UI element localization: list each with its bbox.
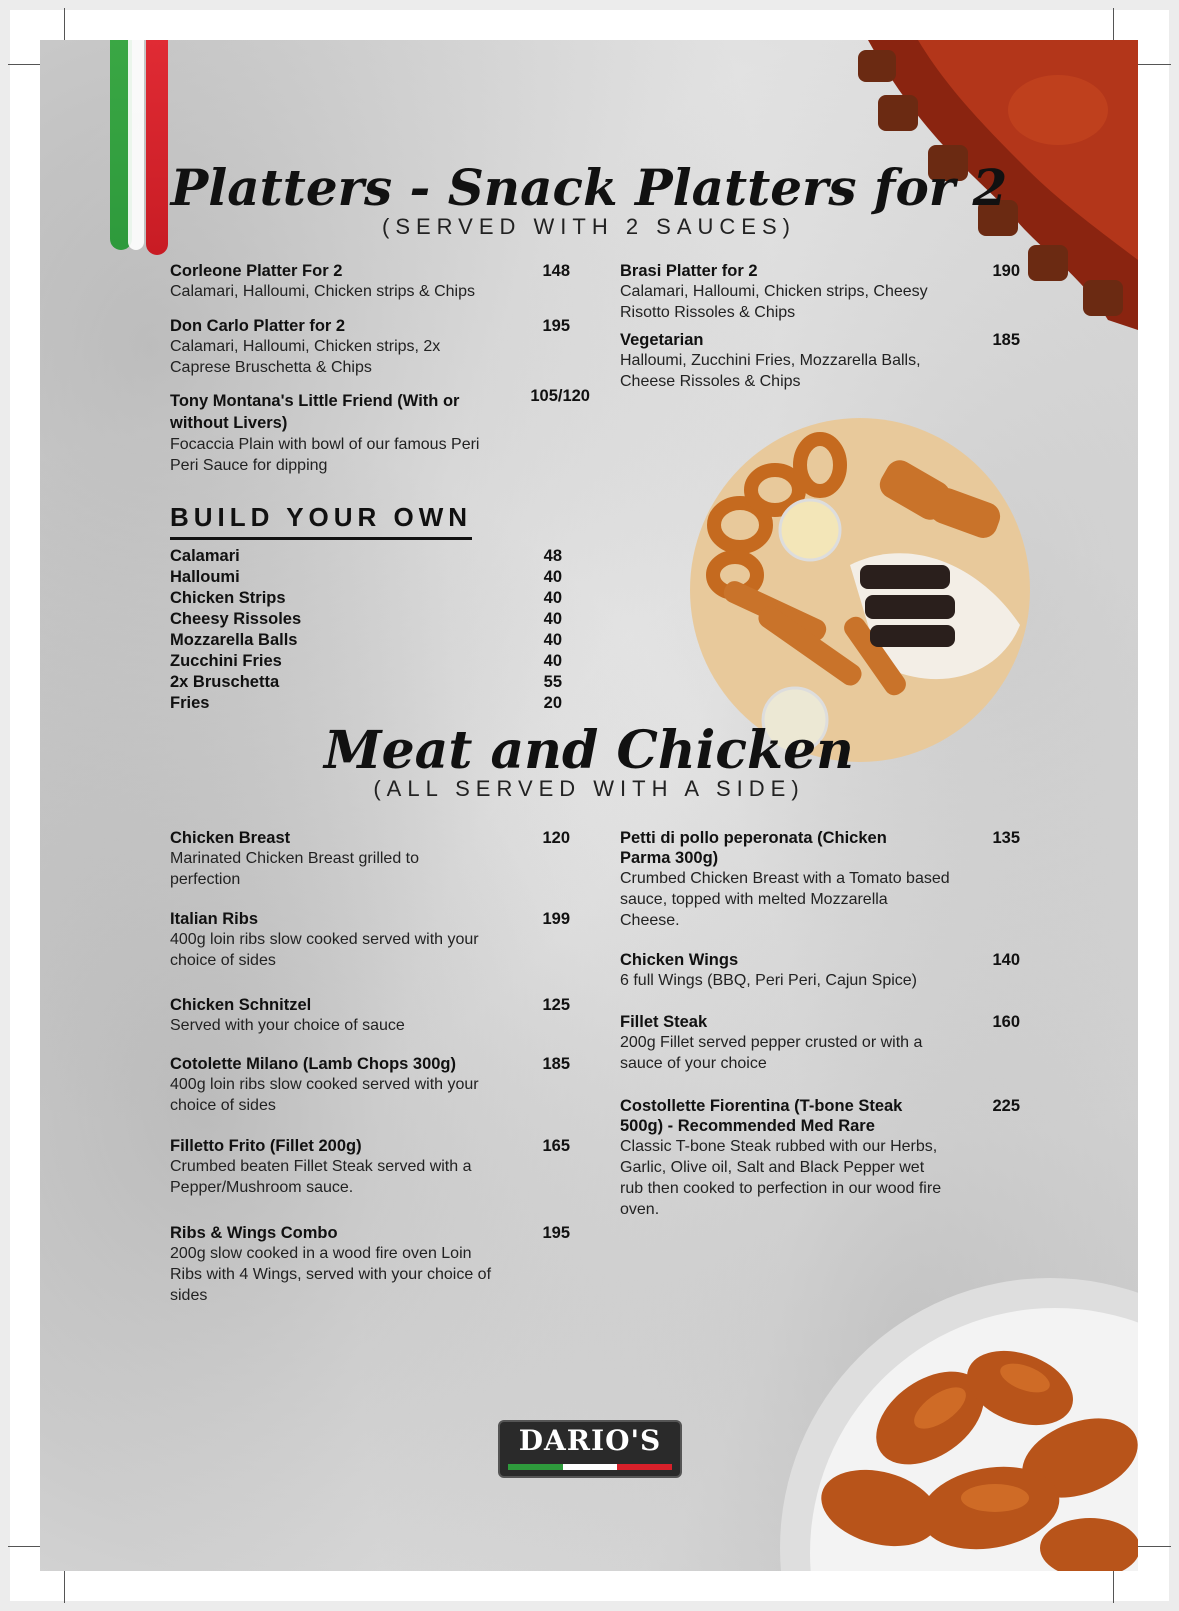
build-item-price: 40 [543,631,562,649]
item-price: 190 [992,262,1020,280]
darios-logo [498,1420,682,1478]
build-item [170,630,562,651]
build-item [170,693,562,714]
build-item-price: 40 [543,652,562,670]
item-description: 400g loin ribs slow cooked served with your choice of sides [170,931,479,969]
build-item-name: Calamari [170,547,240,565]
item-price: 148 [542,262,570,280]
item-name: Costollette Fiorentina (T-bone Steak 500g) - Recommended Med Rare [620,1097,903,1135]
build-item [170,672,562,693]
build-item [170,546,562,567]
item-name: Corleone Platter For 2 [170,262,343,280]
item-name: Filletto Frito (Fillet 200g) [170,1137,362,1155]
item-name: Fillet Steak [620,1013,708,1031]
build-item-price: 20 [543,694,562,712]
menu-item [620,261,1030,323]
logo-flag-bar [508,1464,672,1470]
build-item-name: Mozzarella Balls [170,631,298,649]
item-name: Brasi Platter for 2 [620,262,758,280]
item-price: 165 [542,1137,570,1155]
build-item-name: Chicken Strips [170,589,286,607]
menu-item [620,1012,1030,1074]
item-name: Cotolette Milano (Lamb Chops 300g) [170,1055,457,1073]
build-item-price: 55 [543,673,562,691]
item-name: Chicken Schnitzel [170,996,312,1014]
menu-item [620,1096,1030,1220]
item-description: 6 full Wings (BBQ, Peri Peri, Cajun Spice) [620,972,917,989]
item-price: 195 [542,1224,570,1242]
item-description: Marinated Chicken Breast grilled to perfection [170,850,420,888]
item-description: 400g loin ribs slow cooked served with your choice of sides [170,1076,479,1114]
item-name: Tony Montana's Little Friend (With or without Livers) [170,392,460,432]
menu-item [620,330,1030,392]
item-description: Calamari, Halloumi, Chicken strips, 2x Caprese Bruschetta & Chips [170,338,441,376]
logo-text: DARIO'S [518,1424,662,1457]
item-price: 140 [992,951,1020,969]
item-description: Classic T-bone Steak rubbed with our Herbs, Garlic, Olive oil, Salt and Black Pepper wet rub then cooked to perfection in our wood fire oven. [620,1138,942,1218]
item-description: Halloumi, Zucchini Fries, Mozzarella Balls, Cheese Rissoles & Chips [620,352,921,390]
build-item [170,609,562,630]
item-description: 200g Fillet served pepper crusted or with a sauce of your choice [620,1034,923,1072]
item-description: Calamari, Halloumi, Chicken strips, Cheesy Risotto Rissoles & Chips [620,283,928,321]
chicken-wings-photo [770,1258,1138,1571]
menu-item [170,995,590,1036]
build-item [170,567,562,588]
build-your-own-title: BUILD YOUR OWN [170,502,472,540]
menu-item [170,1054,590,1116]
item-name: Ribs & Wings Combo [170,1224,338,1242]
build-item-name: Halloumi [170,568,240,586]
item-price: 185 [992,331,1020,349]
menu-item [170,387,590,476]
menu-item [170,828,590,890]
item-name: Chicken Wings [620,951,739,969]
build-item-price: 40 [543,568,562,586]
menu-item [170,909,590,971]
item-price: 225 [992,1097,1020,1115]
platters-subtitle: (SERVED WITH 2 SAUCES) [382,214,796,239]
menu-item [170,316,590,378]
item-description: Served with your choice of sauce [170,1017,405,1034]
item-price: 105/120 [530,387,590,405]
build-item [170,588,562,609]
item-price: 125 [542,996,570,1014]
item-description: Focaccia Plain with bowl of our famous Peri Peri Sauce for dipping [170,436,480,474]
item-price: 199 [542,910,570,928]
item-description: Crumbed beaten Fillet Steak served with a Pepper/Mushroom sauce. [170,1158,472,1196]
menu-item [170,261,590,302]
item-description: Crumbed Chicken Breast with a Tomato based sauce, topped with melted Mozzarella Cheese. [620,870,950,929]
build-item [170,651,562,672]
meat-title: Meat and Chicken [324,720,854,781]
item-price: 160 [992,1013,1020,1031]
item-description: 200g slow cooked in a wood fire oven Loin Ribs with 4 Wings, served with your choice of sides [170,1245,492,1304]
build-item-price: 40 [543,610,562,628]
item-description: Calamari, Halloumi, Chicken strips & Chips [170,283,475,300]
snack-platter-photo [680,415,1050,765]
menu-item [620,950,1030,991]
build-item-name: Fries [170,694,210,712]
item-price: 135 [992,829,1020,847]
item-name: Petti di pollo peperonata (Chicken Parma 300g) [620,829,887,867]
build-item-price: 40 [543,589,562,607]
item-price: 185 [542,1055,570,1073]
menu-item [620,828,1030,931]
item-name: Don Carlo Platter for 2 [170,317,346,335]
item-price: 195 [542,317,570,335]
item-name: Italian Ribs [170,910,259,928]
build-item-name: Zucchini Fries [170,652,282,670]
menu-page [40,40,1138,1571]
meat-subtitle: (ALL SERVED WITH A SIDE) [373,776,805,801]
build-item-name: 2x Bruschetta [170,673,280,691]
item-name: Chicken Breast [170,829,291,847]
menu-item [170,1136,590,1198]
platters-title: Platters - Snack Platters for 2 [170,158,1008,217]
build-item-price: 48 [543,547,562,565]
item-price: 120 [542,829,570,847]
build-item-name: Cheesy Rissoles [170,610,302,628]
menu-item [170,1223,590,1306]
item-name: Vegetarian [620,331,704,349]
